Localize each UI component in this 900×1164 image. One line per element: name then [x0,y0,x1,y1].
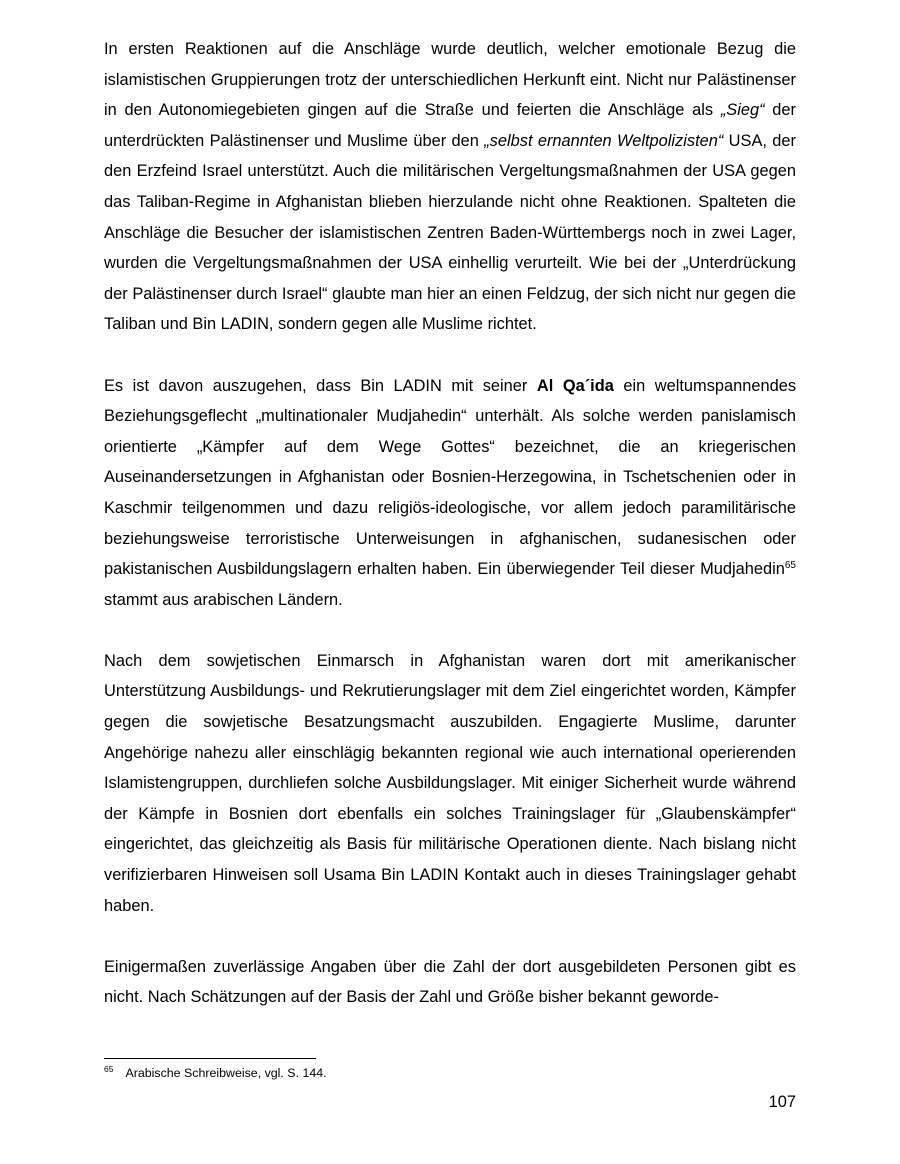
paragraph-4 [104,952,796,1013]
footnote [104,1064,796,1082]
paragraph-1 [104,34,796,340]
page-number: 107 [768,1093,796,1111]
paragraph-text: In ersten Reaktionen auf die Anschläge wurde deutlich, welcher emotionale Bezug die islamistischen Gruppierungen trotz der unterschiedlichen Herkunft eint. Nicht nur Palästinenser in den Autonomiegebieten gingen auf die Straße und feierten die Anschläge als [104,40,796,120]
footnote-reference: 65 [784,560,796,572]
paragraph-text: der unterdrückten Palästinenser und Muslime über den [104,101,796,150]
paragraph-2 [104,371,796,616]
paragraph-text: Es ist davon auszugehen, dass Bin LADIN mit seiner [104,376,537,395]
paragraph-text: Einigermaßen zuverlässige Angaben über die Zahl der dort ausgebildeten Personen gibt es nicht. Nach Schätzungen auf der Basis der Zahl und Größe bisher bekannt geworde- [104,957,796,1007]
paragraph-text: Nach dem sowjetischen Einmarsch in Afghanistan waren dort mit amerikanischer Unterstützung Ausbildungs- und Rekrutierungslager mit dem Ziel eingerichtet worden, Kämpfer gegen die sowjetische Besatzungsmacht auszubilden. Engagierte Muslime, darunter Angehörige nahezu aller einschlägig bekannten regional wie auch international operierenden Islamistengruppen, durchliefen solche Ausbildungslager. Mit einiger Sicherheit wurde während der Kämpfe in Bosnien dort ebenfalls ein solches Trainingslager für „Glaubenskämpfer“ eingerichtet, das gleichzeitig als Basis für militärische Operationen diente. Nach bislang nicht verifizierbaren Hinweisen soll Usama Bin LADIN Kontakt auch in dieses Trainingslager gehabt haben. [104,651,796,915]
footnote-divider [104,1058,316,1059]
bold-term-al-qaida: Al Qa´ida [536,376,614,395]
footnote-text: Arabische Schreibweise, vgl. S. 144. [125,1066,327,1080]
quoted-term-weltpolizisten: „selbst ernannten Weltpolizisten“ [484,131,724,150]
paragraph-3 [104,646,796,921]
footnote-number: 65 [104,1064,114,1074]
quoted-term-sieg: „Sieg“ [720,101,765,120]
paragraph-text: stammt aus arabischen Ländern. [104,590,343,609]
paragraph-text: ein weltumspannendes Beziehungsgeflecht „multinationaler Mudjahedin“ unterhält. Als solche werden panislamisch orientierte „Kämpfer auf dem Wege Gottes“ bezeichnet, die an kriegerischen Auseinandersetzungen in Afghanistan oder Bosnien-Herzegowina, in Tschetschenien oder in Kaschmir teilgenommen und dazu religiös-ideologische, vor allem jedoch paramilitärische beziehungsweise terroristische Unterweisungen in afghanischen, sudanesischen oder pakistanischen Ausbildungslagern erhalten haben. Ein überwiegender Teil dieser Mudjahedin [104,376,797,579]
paragraph-text: USA, der den Erzfeind Israel unterstützt. Auch die militärischen Vergeltungsmaßnahmen der USA gegen das Taliban-Regime in Afghanistan blieben hierzulande nicht ohne Reaktionen. Spalteten die Anschläge die Besucher der islamistischen Zentren Baden-Württembergs noch in zwei Lager, wurden die Vergeltungsmaßnahmen der USA einhellig verurteilt. Wie bei der „Unterdrückung der Palästinenser durch Israel“ glaubte man hier an einen Feldzug, der sich nicht nur gegen die Taliban und Bin LADIN, sondern gegen alle Muslime richtet. [104,131,796,334]
document-body [104,34,796,1013]
